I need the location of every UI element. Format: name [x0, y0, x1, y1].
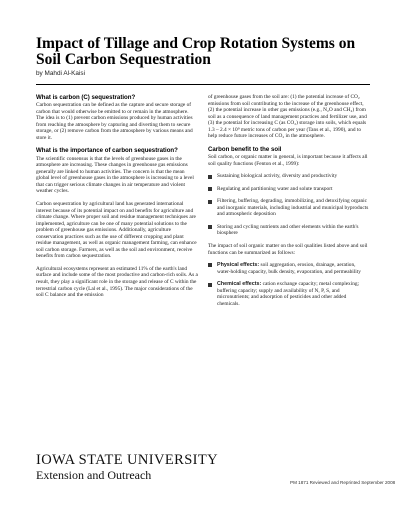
page-title: Impact of Tillage and Crop Rotation Systems on Soil Carbon Sequestration	[36, 35, 356, 68]
square-bullet-icon	[208, 200, 212, 204]
right-column	[208, 94, 370, 313]
paragraph: Carbon sequestration by agricultural land has generated international interest because of its potential impact on and benefits for agriculture and climate change. Where proper soil and residue management techniques are implemented, agriculture can be one of many potential solutions to the problem of greenhouse gas emissions. Additionally, agriculture conservation practices such as the use of different cropping and plant residue management, as well as organic management farming, can enhance soil carbon storage. Farmers, as well as the soil and environment, receive benefits from carbon sequestration.	[36, 200, 197, 260]
paragraph: Agricultural ecosystems represent an estimated 11% of the earth's land surface and include some of the most productive and carbon-rich soils. As a result, they play a significant role in the storage and release of C within the terrestrial carbon cycle (Lal et al., 1995). The major considerations of the soil C balance and the emission	[36, 265, 198, 299]
paragraph: of greenhouse gases from the soil are: (1) the potential increase of CO₂ emissions from soil contributing to the increase of the greenhouse effect, (2) the potential increase in other gas emissions (e.g., N₂O and CH₄) from soil as a consequence of land management practices and fertilizer use, and (3) the potential for increasing C (as CO₂) storage into soils, which equals 1.3 – 2.4 × 10⁹ metric tons of carbon per year (Tans et al., 1990), and to help reduce future increases of CO₂ in the atmosphere.	[208, 94, 367, 140]
bullet-item: Sustaining biological activity, diversity and productivity	[208, 173, 370, 180]
paragraph: Carbon sequestration can be defined as the capture and secure storage of carbon that would otherwise be emitted to or remain in the atmosphere. The idea is to (1) prevent carbon emissions produced by human activities from reaching the atmosphere by capturing and diverting them to secure storage, or (2) remove carbon from the atmosphere by various means and store it.	[36, 102, 193, 141]
bullet-item: Filtering, buffering, degrading, immobilizing, and detoxifying organic and inorganic materials, including industrial and municipal byproducts and atmospheric deposition	[208, 198, 370, 218]
author-byline: by Mahdi Al-Kaisi	[36, 70, 86, 77]
square-bullet-icon	[208, 263, 212, 267]
effect-item-physical: Physical effects: soil aggregation, erosion, drainage, aeration, water-holding capacity, bulk density, evaporation, and permeability	[208, 262, 370, 275]
paragraph: Soil carbon, or organic matter in general, is important because it affects all soil quality functions (Fenton et al., 1999):	[208, 154, 368, 167]
publication-info: PM 1871 Reviewed and Reprinted September 2008	[290, 480, 396, 485]
section-heading-what-is-sequestration: What is carbon (C) sequestration?	[36, 94, 136, 101]
section-heading-importance: What is the importance of carbon sequestration?	[36, 147, 178, 155]
extension-name: Extension and Outreach	[36, 468, 152, 482]
square-bullet-icon	[208, 175, 212, 179]
left-column	[36, 94, 198, 305]
square-bullet-icon	[208, 283, 212, 287]
university-logo	[36, 453, 218, 482]
section-heading-carbon-benefit: Carbon benefit to the soil	[208, 145, 282, 153]
university-name: IOWA STATE UNIVERSITY	[36, 452, 219, 468]
paragraph: The scientific consensus is that the levels of greenhouse gases in the atmosphere are increasing. These changes in greenhouse gas emissions generally are linked to human activities. The concern is that the mean global level of greenhouse gases in the atmosphere is increasing to a level that can trigger serious climate changes in air temperature and violent weather cycles.	[36, 155, 194, 195]
paragraph: The impact of soil organic matter on the soil qualities listed above and soil functions can be summarized as follows:	[208, 242, 368, 256]
square-bullet-icon	[208, 187, 212, 191]
bullet-item: Storing and cycling nutrients and other elements within the earth's biosphere	[208, 224, 370, 237]
bullet-item: Regulating and partitioning water and solute transport	[208, 186, 370, 193]
square-bullet-icon	[208, 225, 212, 229]
header-divider	[36, 84, 370, 85]
effect-item-chemical: Chemical effects: cation exchange capacity; metal complexing; buffering capacity; supply and availability of N, P, S, and micronutrients; and adsorption of pesticides and other added chemicals.	[208, 281, 370, 307]
